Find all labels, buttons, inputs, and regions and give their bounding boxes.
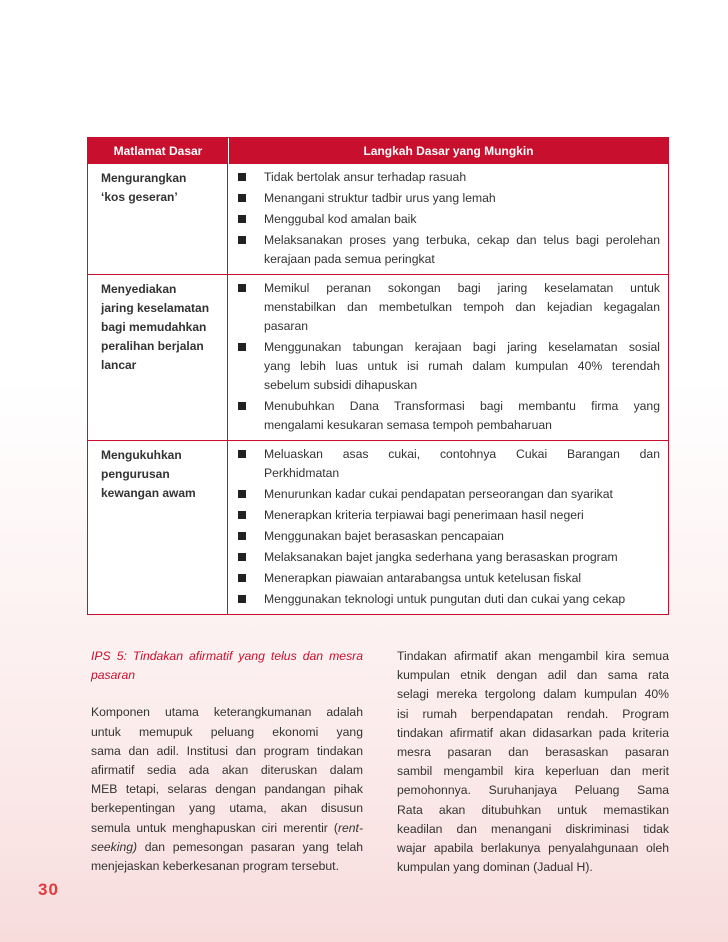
section-heading	[91, 647, 363, 685]
goal-line: ‘kos geseran’	[101, 190, 178, 204]
goal-line: peralihan berjalan	[101, 339, 204, 353]
goal-line: Menyediakan	[101, 282, 177, 296]
goal-line: kewangan awam	[101, 486, 196, 500]
text-line: Rata akan ditubuhkan untuk memastikan	[397, 802, 669, 817]
step-item	[238, 397, 660, 435]
table-row	[88, 440, 668, 614]
text-line	[91, 838, 363, 857]
step-line: Menerapkan kriteria terpiawai bagi penerimaan hasil negeri	[264, 508, 584, 522]
square-bullet-icon	[238, 210, 264, 229]
step-text	[264, 527, 660, 546]
square-bullet-icon	[238, 445, 264, 483]
step-item	[238, 548, 660, 567]
text-line: pemohonnya. Suruhanjaya Peluang Sama	[397, 783, 669, 798]
table-row	[88, 274, 668, 440]
step-line: Memikul peranan sokongan bagi jaring keselamatan untuk	[264, 281, 660, 295]
goal-line: pengurusan	[101, 467, 170, 481]
square-bullet-icon	[238, 527, 264, 546]
goal-line: Mengukuhkan	[101, 448, 182, 462]
goal-line: lancar	[101, 358, 137, 372]
policy-goal	[88, 164, 228, 274]
text-fragment: semula untuk menghapuskan ciri merentir (	[91, 820, 338, 835]
goal-line: jaring keselamatan	[101, 301, 210, 315]
step-item	[238, 189, 660, 208]
step-text	[264, 506, 660, 525]
step-line: Melaksanakan bajet jangka sederhana yang berasaskan program	[264, 550, 618, 564]
heading-line: pasaran	[91, 668, 136, 683]
step-line: kerajaan pada semua peringkat	[264, 252, 435, 266]
text-line: Tindakan afirmatif akan mengambil kira semua	[397, 649, 669, 663]
policy-steps	[228, 164, 668, 274]
left-paragraph	[91, 703, 363, 876]
square-bullet-icon	[238, 569, 264, 588]
step-line: Menangani struktur tadbir urus yang lemah	[264, 191, 496, 205]
step-item	[238, 527, 660, 546]
text-line: tindakan afirmatif akan didasarkan pada kriteria	[397, 725, 669, 740]
step-item	[238, 445, 660, 483]
step-line: Menubuhkan Dana Transformasi bagi membantu firma yang	[264, 399, 660, 413]
right-column	[397, 647, 669, 877]
square-bullet-icon	[238, 397, 264, 435]
step-item	[238, 210, 660, 229]
step-text	[264, 485, 660, 504]
text-line: kumpulan yang dominan (Jadual H).	[397, 860, 593, 875]
text-line: berkepentingan yang utama, akan disusun	[91, 801, 363, 816]
step-text	[264, 338, 660, 395]
step-line: menstabilkan dan membetulkan tempoh dan kejadian kegagalan	[264, 300, 660, 314]
step-line: mengalami kesukaran semasa tempoh pembaharuan	[264, 418, 552, 432]
goal-line: bagi memudahkan	[101, 320, 207, 334]
step-line: yang lebih luas untuk isi rumah dalam kumpulan 40% terendah	[264, 359, 660, 373]
step-item	[238, 231, 660, 269]
square-bullet-icon	[238, 231, 264, 269]
step-line: Perkhidmatan	[264, 466, 340, 480]
step-line: pasaran	[264, 319, 309, 333]
policy-steps	[228, 275, 668, 440]
step-item	[238, 168, 660, 187]
square-bullet-icon	[238, 485, 264, 504]
step-line: Tidak bertolak ansur terhadap rasuah	[264, 170, 467, 184]
text-line: sambil mengambil kira keperluan dan merit	[397, 764, 669, 779]
table-header	[88, 138, 668, 164]
step-item	[238, 590, 660, 609]
goal-line: Mengurangkan	[101, 171, 187, 185]
step-line: Meluaskan asas cukai, contohnya Cukai Barangan dan	[264, 447, 660, 461]
step-text	[264, 231, 660, 269]
step-text	[264, 590, 660, 609]
square-bullet-icon	[238, 338, 264, 395]
step-text	[264, 279, 660, 336]
step-text	[264, 210, 660, 229]
step-item	[238, 485, 660, 504]
text-line: keadilan dan menangani diskriminasi tidak	[397, 821, 669, 836]
square-bullet-icon	[238, 168, 264, 187]
italic-term: rent-	[337, 820, 363, 835]
text-line	[91, 819, 363, 838]
square-bullet-icon	[238, 189, 264, 208]
step-text	[264, 168, 660, 187]
step-text	[264, 189, 660, 208]
text-line: kumpulan etnik dengan adil dan sama rata	[397, 668, 669, 683]
policy-table	[87, 137, 669, 615]
policy-goal	[88, 441, 228, 614]
step-item	[238, 279, 660, 336]
step-text	[264, 445, 660, 483]
text-line: sama dan adil. Institusi dan program tindakan	[91, 743, 363, 758]
step-line: Menurunkan kadar cukai pendapatan perseorangan dan syarikat	[264, 487, 613, 501]
text-line: Komponen utama keterangkumanan adalah	[91, 705, 363, 720]
square-bullet-icon	[238, 279, 264, 336]
step-item	[238, 338, 660, 395]
step-line: Menggunakan tabungan kerajaan bagi jaring keselamatan sosial	[264, 340, 660, 354]
step-line: Menggubal kod amalan baik	[264, 212, 417, 226]
left-column	[91, 647, 363, 876]
square-bullet-icon	[238, 590, 264, 609]
text-line: mesra pasaran dan berasaskan pasaran	[397, 745, 669, 760]
step-line: Menerapkan piawaian antarabangsa untuk ketelusan fiskal	[264, 571, 582, 585]
step-line: Menggunakan teknologi untuk pungutan duti dan cukai yang cekap	[264, 592, 626, 606]
text-line: afirmatif sedia ada akan diteruskan dalam	[91, 763, 363, 778]
policy-goal	[88, 275, 228, 440]
policy-steps	[228, 441, 668, 614]
square-bullet-icon	[238, 506, 264, 525]
text-line: untuk memupuk peluang ekonomi yang	[91, 724, 363, 739]
step-line: Melaksanakan proses yang terbuka, cekap dan telus bagi perolehan	[264, 233, 660, 247]
step-line: Menggunakan bajet berasaskan pencapaian	[264, 529, 504, 543]
square-bullet-icon	[238, 548, 264, 567]
page-number: 30	[38, 880, 59, 899]
step-item	[238, 506, 660, 525]
table-row	[88, 164, 668, 274]
step-text	[264, 548, 660, 567]
text-line: menjejaskan keberkesanan program tersebut.	[91, 859, 339, 874]
step-text	[264, 397, 660, 435]
italic-term: seeking)	[91, 839, 138, 854]
text-line: selagi mereka tergolong dalam kumpulan 40%	[397, 687, 669, 702]
header-steps: Langkah Dasar yang Mungkin	[363, 144, 534, 158]
heading-line: IPS 5: Tindakan afirmatif yang telus dan mesra	[91, 649, 363, 663]
step-item	[238, 569, 660, 588]
text-line: wajar apabila berlakunya penyalahgunaan oleh	[397, 841, 669, 856]
text-line: isi rumah berpendapatan rendah. Program	[397, 706, 669, 721]
text-line: MEB tetapi, selaras dengan pandangan pihak	[91, 782, 363, 797]
header-goal: Matlamat Dasar	[88, 138, 229, 164]
text-fragment: dan pemesongan pasaran yang telah	[137, 839, 363, 854]
step-line: sebelum subsidi dihapuskan	[264, 378, 418, 392]
step-text	[264, 569, 660, 588]
